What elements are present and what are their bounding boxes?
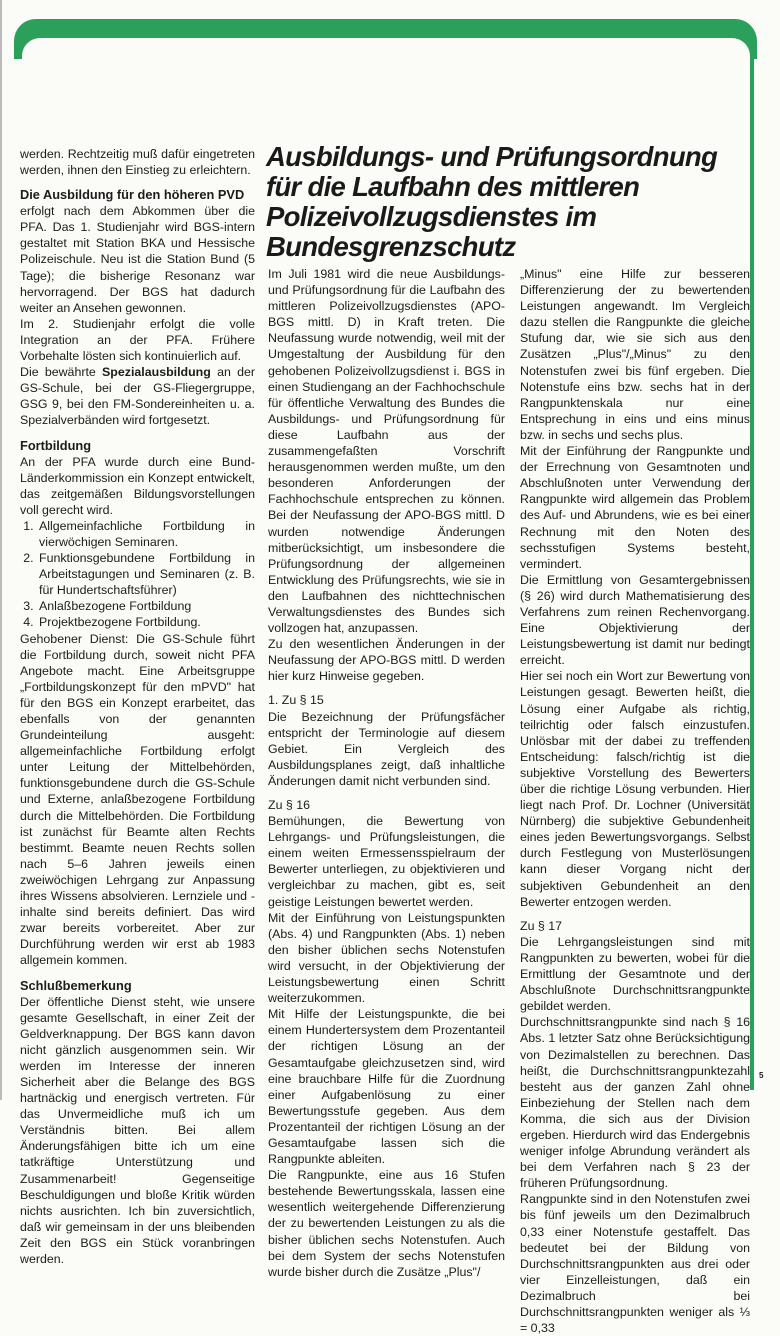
- right-column: [520, 266, 750, 1336]
- paragraph: Die Ermittlung von Gesamtergebnissen (§ 26) wird durch Mathematisierung des Verfahrens zum reinen Rechenvorgang. Eine Objektivierung der Leistungsbewertung ist damit nur bedingt erreicht.: [520, 572, 750, 668]
- paragraph: erfolgt nach dem Abkommen über die PFA. Das 1. Studienjahr wird BGS-intern gestaltet mit Station BKA und Hessische Polizeischule. Neu ist die Station Bund (5 Tage); die bisherige Resonanz war hervorragend. Der BGS hat dadurch weiter an Ansehen gewonnen.: [20, 204, 255, 315]
- paragraph: Die Bezeichnung der Prüfungsfächer entspricht der Terminologie auf diesem Gebiet. Ein Vergleich des Ausbildungsplanes zeigt, daß inhaltliche Änderungen damit nicht verbunden sind.: [268, 709, 505, 788]
- middle-column: [268, 266, 505, 1280]
- list-item: 1. Allgemeinfachliche Fortbildung in vierwöchigen Seminaren.: [37, 518, 255, 550]
- paragraph: Durchschnittsrangpunkte sind nach § 16 Abs. 1 letzter Satz ohne Berücksichtigung von Dezimalstellen zu berechnen. Das heißt, die Durchschnittsrangpunktezahl besteht aus der ganzen Zahl ohne Einbeziehung der Stellen nach dem Komma, die sich aus der Division ergeben. Hierdurch wird das Endergebnis weniger infolge Abrundung verändert als bei dem Verfahren nach § 23 der früheren Prüfungsordnung.: [520, 1015, 750, 1191]
- paragraph: Mit Hilfe der Leistungspunkte, die bei einem Hundertersystem dem Prozentanteil der richtigen Lösung an der Gesamtaufgabe gleichzusetzen sind, wird eine brauchbare Hilfe für die Zuordnung einer Aufgabenlösung zu einer Bewertungsstufe gegeben. Aus dem Prozentanteil der richtigen Lösung an der Gesamtaufgabe lassen sich die Rangpunkte ableiten.: [268, 1007, 505, 1167]
- list-item: 4. Projektbezogene Fortbildung.: [37, 614, 255, 630]
- section-heading: Zu § 16: [268, 798, 311, 812]
- section-heading: 1. Zu § 15: [268, 693, 324, 708]
- article: [266, 142, 750, 1336]
- bold-term: Spezialausbildung: [102, 365, 211, 380]
- paragraph: Mit der Einführung der Rangpunkte und der Errechnung von Gesamtnoten und Abschlußnoten unter Verwendung der Rangpunkte wird allgemein das Problem des Auf- und Abrundens, wie es bei einer Rechnung mit den Noten des sechsstufigen Systems besteht, vermindert.: [520, 444, 750, 571]
- paragraph: Bemühungen, die Bewertung von Lehrgangs- und Prüfungsleistungen, die einem weiten Ermessensspielraum der Bewerter unterliegen, zu objektivieren und vergleichbar zu machen, gibt es, seit geistige Leistungen bewertet werden.: [268, 814, 505, 909]
- page-number: 5: [759, 1071, 764, 1080]
- paragraph: Zu den wesentlichen Änderungen in der Neufassung der APO-BGS mittl. D werden hier kurz Hinweise gegeben.: [268, 637, 505, 684]
- intro-text: werden. Rechtzeitig muß dafür eingetreten werden, ihnen den Einstieg zu erleichtern.: [20, 147, 255, 178]
- heading-hoeherer-pvd: Die Ausbildung für den höheren PVD: [20, 187, 245, 203]
- text: an der GS-Schule, bei der GS-Fliegergruppe, GSG 9, bei den FM-Sondereinheiten u. a. Spezialverbänden wird fortgesetzt.: [20, 365, 255, 428]
- paragraph: „Minus" eine Hilfe zur besseren Differenzierung der zu bewertenden Leistungen angewandt. Im Vergleich dazu stellen die Rangpunkte die gleiche Stufung dar, wie sie sich aus den Zusätzen „Plus"/„Minus" zu den Notenstufen zwei bis fünf ergeben. Die Notenstufe eins bzw. sechs hat in der Rangpunktenskala nur eine Entsprechung in eins und eins minus bzw. in sechs und sechs plus.: [520, 267, 750, 442]
- fortbildung-list: [20, 518, 255, 631]
- paragraph: Die Lehrgangsleistungen sind mit Rangpunkten zu bewerten, wobei für die Ermittlung der Gesamtnote und der Abschlußnote Durchschnittsrangpunkte gebildet werden.: [520, 934, 750, 1014]
- article-title: Ausbildungs- und Prüfungsordnung für die Laufbahn des mittleren Polizeivollzugsdienstes im Bundesgrenzschutz: [266, 141, 718, 262]
- paragraph: An der PFA wurde durch eine Bund-Länderkommission ein Konzept entwickelt, das zeitgemäßen Bildungsvorstellungen voll gerecht wird.: [20, 454, 255, 517]
- paragraph: Hier sei noch ein Wort zur Bewertung von Leistungen gesagt. Bewerten heißt, die Lösung einer Aufgabe als richtig, teilrichtig oder falsch einzustufen. Unlösbar mit der dabei zu treffenden Entscheidung: falsch/richtig ist die subjektive Vorstellung des Bewerters über die richtige Lösung verbunden. Hier liegt nach Prof. Dr. Lochner (Universität Nürnberg) die subjektive Gebundenheit eines jeden Bewertungsvorgangs. Selbst durch Festlegung von Musterlösungen kann dieser Vorgang nicht der subjektiven Gebundenheit an den Bewerter entzogen werden.: [520, 669, 750, 909]
- binding-edge: [0, 0, 2, 1100]
- green-frame-right: [750, 40, 754, 1090]
- section-heading: Zu § 17: [520, 918, 563, 933]
- paragraph: Die Rangpunkte, eine aus 16 Stufen bestehende Bewertungsskala, lassen eine wesentlich weitergehende Differenzierung der zu bewertenden Leistungen zu als die bisher üblichen sechs Notenstufen. Auch bei dem System der sechs Notenstufen wurde bisher durch die Zusätze „Plus"/: [268, 1168, 505, 1279]
- heading-schlussbemerkung: Schlußbemerkung: [20, 977, 132, 993]
- list-item: 3. Anlaßbezogene Fortbildung: [37, 598, 255, 614]
- paragraph: Im Juli 1981 wird die neue Ausbildungs- und Prüfungsordnung für die Laufbahn des mittleren Polizeivollzugsdienstes (APO-BGS mittl. D) in Kraft treten. Die Neufassung wurde notwendig, weil mit der Umgestaltung der Ausbildung für den gehobenen Polizeivollzugsdienst i. BGS in einen Studiengang an der Fachhochschule für öffentliche Verwaltung des Bundes die Ausbildungs- und Prüfungsordnung für diese Laufbahn aus der zusammengefaßten Vorschrift herausgenommen werden mußte, um den besonderen Anforderungen der Fachhochschule entsprechen zu können. Bei der Neufassung der APO-BGS mittl. D wurden notwendige Änderungen mitberücksichtigt, um insbesondere die Prüfungsordnung der allgemeinen Entwicklung des Prüfungsrechts, wie sie in den Laufbahnen des nichttechnischen Verwaltungsdienstes des Bundes sich vollzogen hat, anzupassen.: [268, 267, 505, 636]
- left-column: [20, 146, 255, 1267]
- paragraph: Mit der Einführung von Leistungspunkten (Abs. 4) und Rangpunkten (Abs. 1) neben den bisher üblichen sechs Notenstufen wird versucht, in der Objektivierung der Leistungsbewertung einen Schritt weiterzukommen.: [268, 910, 505, 1006]
- frame-inner: [22, 38, 750, 98]
- list-item: 2. Funktionsgebundene Fortbildung in Arbeitstagungen und Seminaren (z. B. für Hundertschaftsführer): [37, 550, 255, 598]
- paragraph: [20, 364, 255, 428]
- text: Die bewährte: [20, 365, 103, 380]
- heading-fortbildung: Fortbildung: [20, 437, 92, 453]
- paragraph: Im 2. Studienjahr erfolgt die volle Integration an der PFA. Frühere Vorbehalte lösten sich kontinuierlich auf.: [20, 316, 255, 364]
- article-columns: [266, 266, 750, 1336]
- paragraph: Der öffentliche Dienst steht, wie unsere gesamte Gesellschaft, in einer Zeit der Geldverknappung. Der BGS kann davon nicht gänzlich ausgenommen sein. Wir werden im Interesse der inneren Sicherheit aber die Belange des BGS hartnäckig und energisch vertreten. Für das Unvermeidliche muß ich um Verständnis bitten. Bei allem Änderungsfähigen bitte ich um eine tatkräftige Unterstützung und Zusammenarbeit! Gegenseitige Beschuldigungen und bloße Kritik würden nichts ausrichten. Ich bin zuversichtlich, daß wir gemeinsam in der uns bleibenden Zeit den BGS ein Stück voranbringen werden.: [20, 994, 255, 1266]
- paragraph: Gehobener Dienst: Die GS-Schule führt die Fortbildung durch, soweit nicht PFA Angebote macht. Eine Arbeitsgruppe „Fortbildungskonzept für den mPVD" hat für den BGS ein Konzept erarbeitet, das ebenfalls von der genannten Grundeinteilung ausgeht: allgemeinfachliche Fortbildung erfolgt unter Leitung der Mittelbehörden, funktionsgebundene durch die GS-Schule und Externe, anlaßbezogene Fortbildung durch die Mittelbehörden. Die Fortbildung ist zunächst für Beamte alten Rechts bestimmt. Beamte neuen Rechts sollen nach 5–6 Jahren jeweils einen zweiwöchigen Lehrgang zur Anpassung ihres Wissens absolvieren. Lernziele und -inhalte sind bereits definiert. Das wird zwar bereits vorbereitet. Aber zur Durchführung werden wir erst ab 1983 allgemein kommen.: [20, 631, 255, 968]
- paragraph: Rangpunkte sind in den Notenstufen zwei bis fünf jeweils um den Dezimalbruch 0,33 einer Notenstufe gestaffelt. Das bedeutet bei der Bildung von Durchschnittsrangpunkten aus drei oder vier Einzelleistungen, daß ein Dezimalbruch bei Durchschnittsrangpunkten weniger als ⅓ = 0,33: [520, 1192, 750, 1336]
